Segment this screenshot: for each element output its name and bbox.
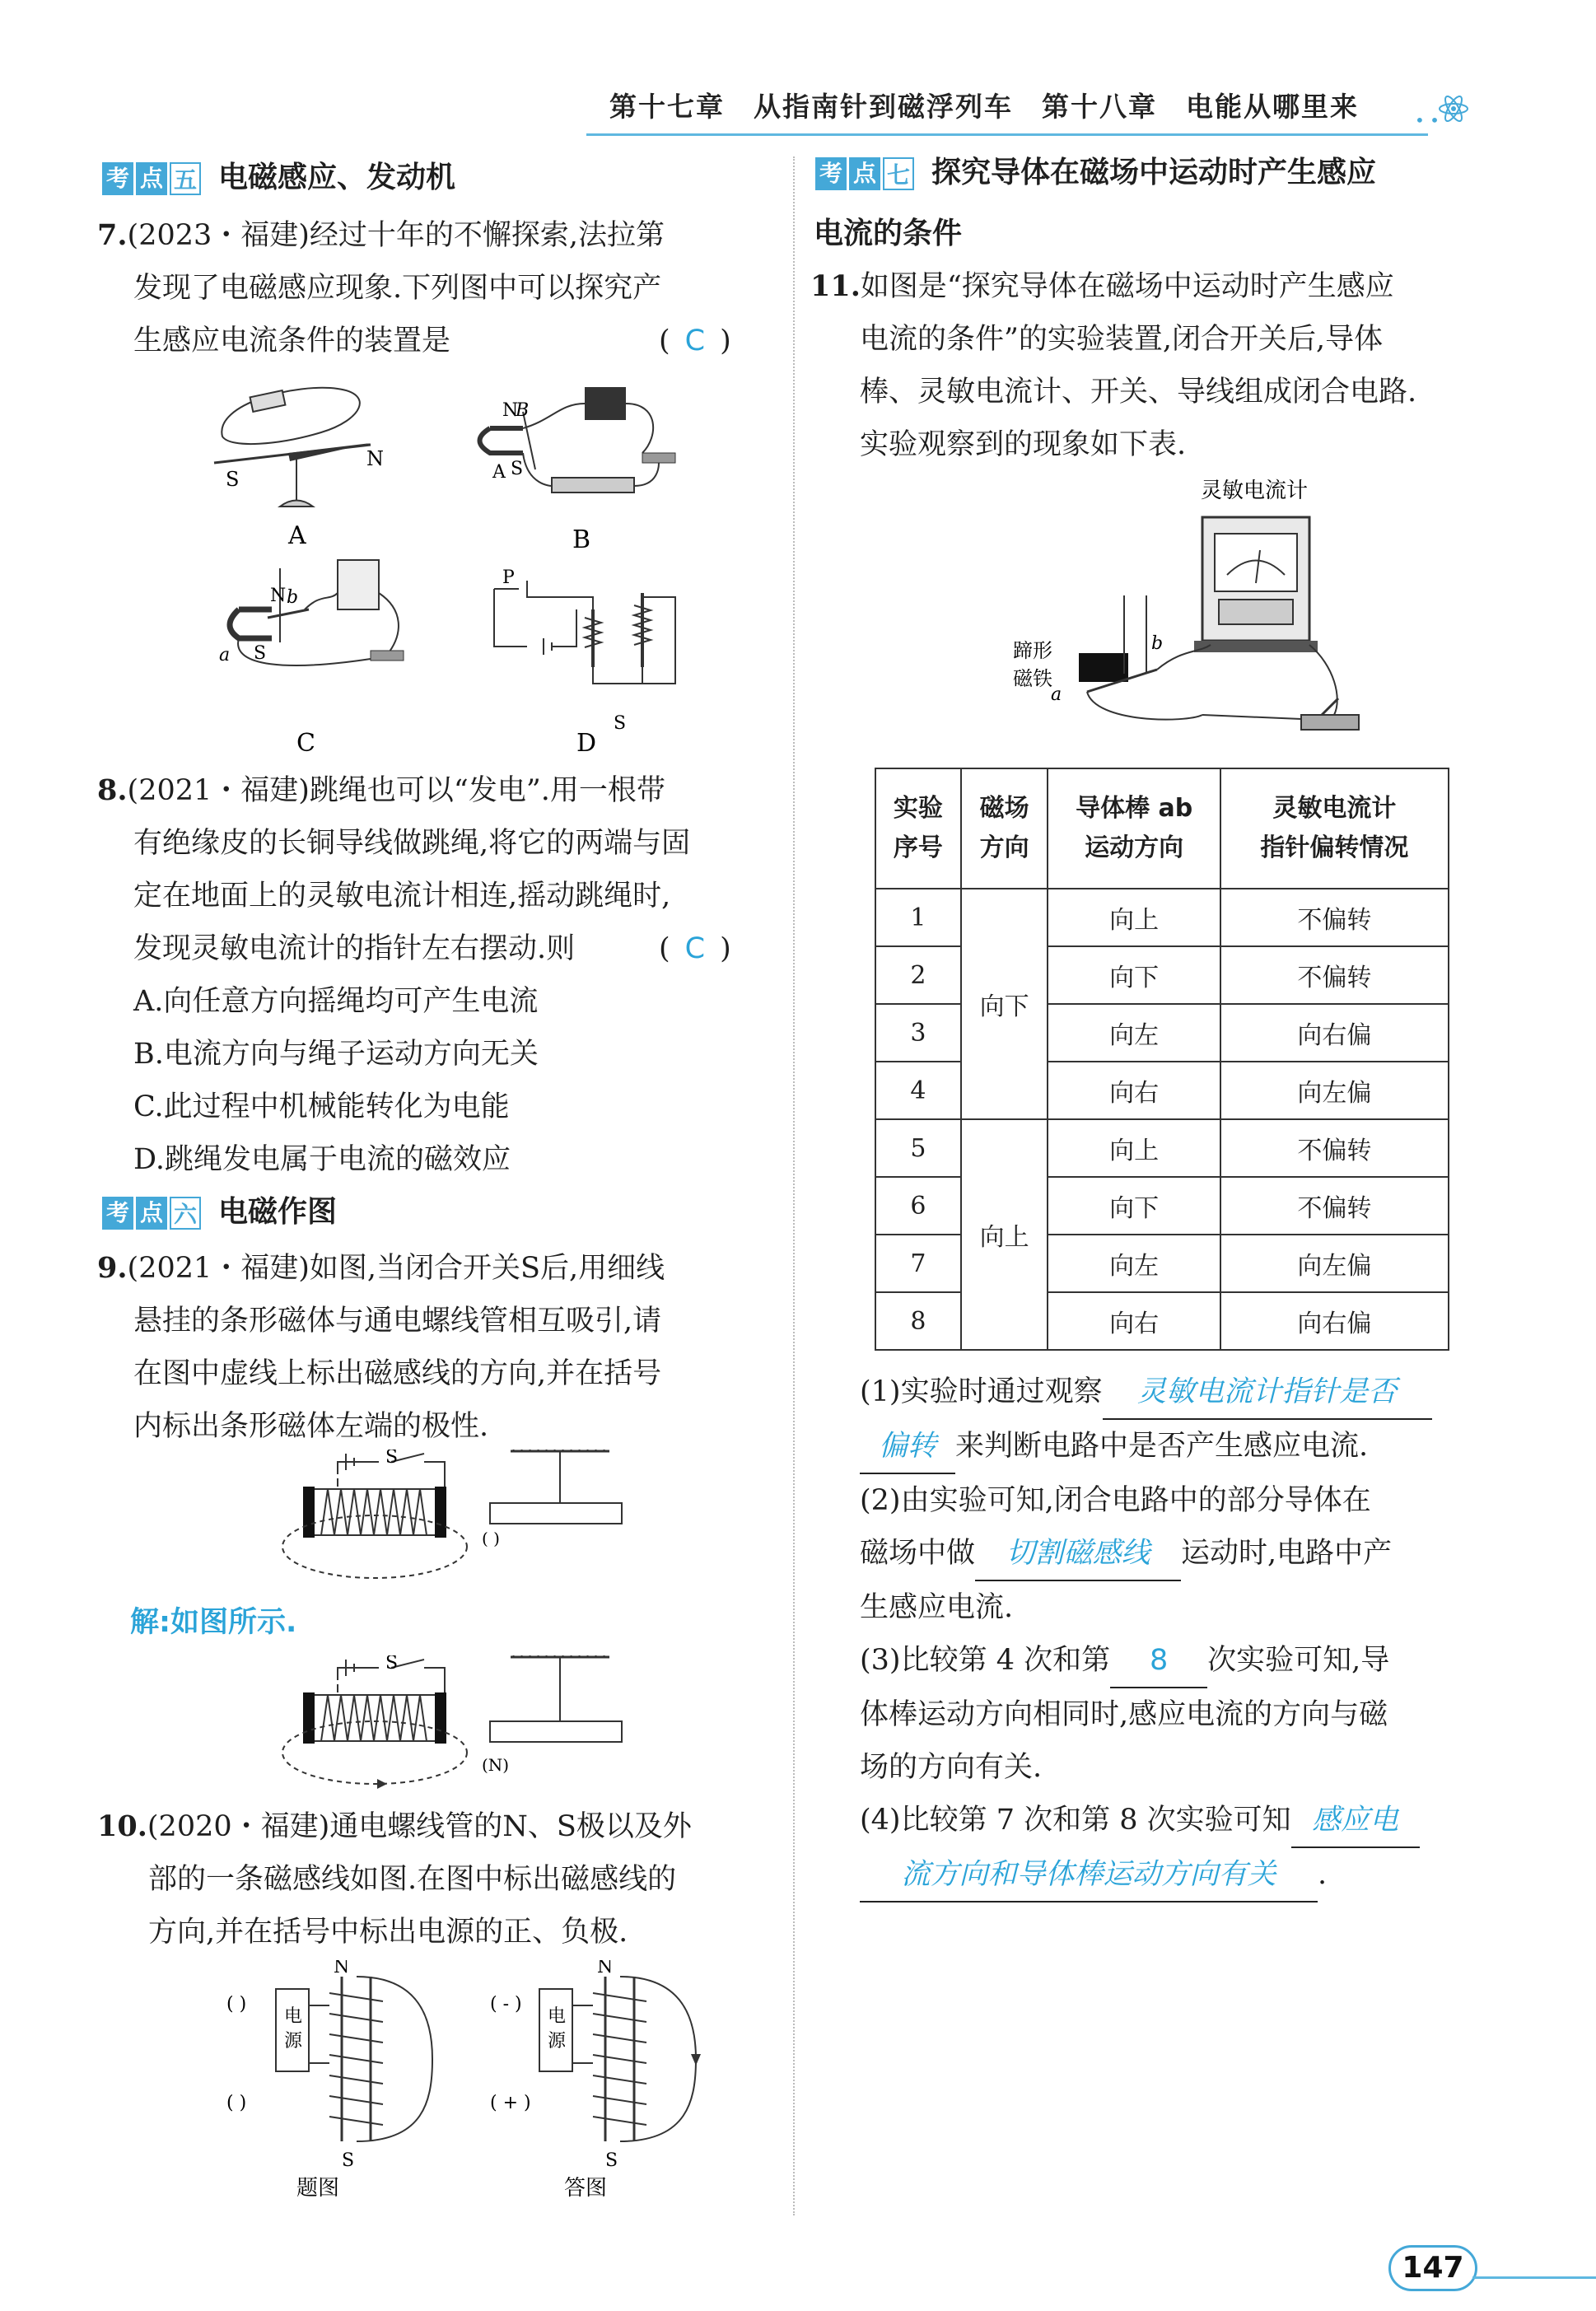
svg-text:B: B: [516, 400, 530, 421]
svg-text:(N): (N): [482, 1755, 510, 1775]
question-number: 7.: [97, 218, 128, 252]
table-row: 1 向下 向上 不偏转: [875, 889, 1449, 946]
caption-c: C: [296, 729, 315, 758]
svg-text:S: S: [385, 1450, 399, 1468]
svg-text:S: S: [342, 2150, 355, 2171]
section-heading-6: [102, 1188, 337, 1237]
field-direction-cell: 向上: [961, 1119, 1048, 1350]
table-row: 5 向上 向上 不偏转: [875, 1119, 1449, 1177]
svg-text:( + ): ( + ): [490, 2093, 531, 2113]
question-text: (2021・福建)如图,当闭合开关S后,用细线: [127, 1252, 665, 1285]
svg-text:电: 电: [548, 2006, 567, 2027]
q9-figure-question: [280, 1450, 634, 1590]
answer-blank: 感应电: [1291, 1794, 1420, 1848]
svg-text:磁铁: 磁铁: [1013, 667, 1052, 690]
caption-a: A: [288, 521, 306, 550]
question-text: 棒、灵敏电流计、开关、导线组成闭合电路.: [860, 376, 1417, 409]
sub-3-line-1: (3)比较第 4 次和第 8 次实验可知,导: [860, 1634, 1432, 1688]
sub-2-line-2: 磁场中做 切割磁感线 运动时,电路中产: [860, 1527, 1432, 1581]
svg-text:b: b: [1151, 633, 1164, 654]
sub-4-line-1: (4)比较第 7 次和第 8 次实验可知 感应电: [860, 1794, 1432, 1848]
question-text: 电流的条件”的实验装置,闭合开关后,导体: [860, 323, 1384, 356]
caption-b: B: [572, 525, 591, 554]
header-rule: [586, 133, 1428, 136]
table-row: 7 向左 向左偏: [875, 1235, 1449, 1292]
svg-text:S: S: [614, 713, 627, 734]
option-d: D.跳绳发电属于电流的磁效应: [133, 1143, 511, 1176]
atom-icon: [1437, 92, 1470, 125]
question-text: 如图是“探究导体在磁场中运动时产生感应: [860, 270, 1394, 303]
question-text: 发现了电磁感应现象.下列图中可以探究产: [133, 272, 662, 305]
sub-3-line-2: 体棒运动方向相同时,感应电流的方向与磁: [860, 1698, 1388, 1731]
svg-text:N: N: [502, 400, 519, 421]
answer: C: [684, 324, 706, 357]
header-dots: • •: [1415, 110, 1440, 130]
sub-4-line-2: 流方向和导体棒运动方向有关 .: [860, 1848, 1432, 1902]
svg-text:b: b: [287, 587, 299, 608]
svg-text:源: 源: [548, 2031, 567, 2052]
section-tag: 考 点 七: [815, 157, 917, 190]
column-divider: [793, 156, 795, 2215]
answer-blank: 8: [1110, 1634, 1207, 1688]
question-8: [97, 764, 690, 1186]
running-header: 第十七章 从指南针到磁浮列车 第十八章 电能从哪里来: [609, 91, 1359, 123]
question-number: 8.: [97, 773, 128, 807]
question-9: [97, 1242, 665, 1453]
q7-figures: [198, 371, 791, 758]
page-number: 147: [1388, 2245, 1477, 2291]
table-row: 4 向右 向左偏: [875, 1062, 1449, 1119]
svg-text:答图: 答图: [564, 2176, 608, 2199]
question-text: 实验观察到的现象如下表.: [860, 428, 1187, 461]
header-cell: 导体棒 ab 运动方向: [1048, 768, 1220, 889]
sub-3-line-3: 场的方向有关.: [860, 1751, 1043, 1784]
question-number: 9.: [97, 1251, 128, 1285]
question-7: [97, 209, 665, 367]
q11-subquestions: [860, 1366, 1432, 1902]
answer-blank: 灵敏电流计指针是否: [1103, 1366, 1432, 1420]
section-title-cont: 电流的条件: [814, 217, 963, 250]
svg-text:( ): ( ): [226, 1994, 247, 2015]
question-10: [97, 1800, 692, 1959]
svg-text:S: S: [605, 2150, 618, 2171]
question-text: 生感应电流条件的装置是: [133, 324, 451, 357]
q11-apparatus-figure: [1005, 476, 1367, 756]
sub-2-line-1: (2)由实验可知,闭合电路中的部分导体在: [860, 1484, 1371, 1517]
svg-text:( - ): ( - ): [490, 1994, 522, 2015]
svg-text:A: A: [492, 462, 506, 483]
svg-text:题图: 题图: [296, 2176, 340, 2199]
svg-text:N: N: [270, 586, 287, 606]
svg-text:( ): ( ): [226, 2093, 247, 2113]
svg-text:电: 电: [284, 2006, 303, 2027]
answer-bracket-7: ( C ): [659, 324, 731, 357]
svg-text:a: a: [1051, 684, 1062, 705]
svg-text:a: a: [219, 645, 231, 665]
svg-text:S: S: [226, 468, 240, 491]
figure-d-electromagnets: [494, 567, 675, 758]
sub-1-line-1: (1)实验时通过观察 灵敏电流计指针是否: [860, 1366, 1432, 1420]
caption-d: D: [576, 729, 597, 758]
question-text: 悬挂的条形磁体与通电螺线管相互吸引,请: [133, 1305, 662, 1338]
figure-c-induction: [219, 560, 404, 758]
question-text: (2021・福建)跳绳也可以“发电”.用一根带: [127, 774, 665, 807]
section-title: 电磁作图: [218, 1195, 338, 1229]
question-11: [810, 260, 1416, 471]
sub-1-line-2: 偏转 来判断电路中是否产生感应电流.: [860, 1420, 1432, 1474]
question-text: (2023・福建)经过十年的不懈探索,法拉第: [127, 219, 665, 252]
answer-bracket-8: ( C ): [659, 932, 731, 965]
question-text: 内标出条形磁体左端的极性.: [133, 1410, 489, 1443]
solution-9: 解:如图所示.: [130, 1606, 297, 1639]
answer-blank: 流方向和导体棒运动方向有关: [860, 1848, 1318, 1902]
answer-blank: 切割磁感线: [975, 1527, 1181, 1581]
header-cell: 磁场 方向: [961, 768, 1048, 889]
question-text: 有绝缘皮的长铜导线做跳绳,将它的两端与固: [133, 827, 691, 860]
section-title: 探究导体在磁场中运动时产生感应: [931, 156, 1377, 189]
section-heading-7: [815, 148, 1376, 198]
option-b: B.电流方向与绳子运动方向无关: [133, 1038, 539, 1071]
answer-blank: 偏转: [860, 1420, 955, 1474]
figure-b-motor: [480, 387, 676, 554]
section-tag: 考 点 六: [102, 1197, 203, 1230]
svg-text:蹄形: 蹄形: [1013, 639, 1052, 662]
svg-text:N: N: [366, 447, 384, 470]
option-c: C.此过程中机械能转化为电能: [133, 1090, 510, 1123]
section-tag: 考 点 五: [102, 162, 203, 195]
svg-text:( ): ( ): [482, 1529, 500, 1548]
svg-text:灵敏电流计: 灵敏电流计: [1201, 479, 1309, 503]
table-header-row: [875, 768, 1449, 889]
svg-text:S: S: [511, 459, 524, 479]
option-a: A.向任意方向摇绳均可产生电流: [133, 985, 539, 1018]
question-text: (2020・福建)通电螺线管的N、S极以及外: [147, 1810, 692, 1843]
question-text: 部的一条磁感线如图.在图中标出磁感线的: [148, 1863, 677, 1896]
sub-2-line-3: 生感应电流.: [860, 1591, 1014, 1624]
table-row: 6 向下 不偏转: [875, 1177, 1449, 1235]
svg-text:P: P: [502, 567, 515, 588]
svg-text:源: 源: [284, 2031, 303, 2052]
question-text: 定在地面上的灵敏电流计相连,摇动跳绳时,: [133, 880, 671, 913]
answer: C: [684, 932, 706, 965]
section-heading-5: [102, 153, 455, 203]
q10-question-figure: [226, 1960, 432, 2199]
section-title: 电磁感应、发动机: [218, 161, 456, 194]
table-row: 8 向右 向右偏: [875, 1292, 1449, 1350]
table-row: 3 向左 向右偏: [875, 1004, 1449, 1062]
q9-figure-answer: [280, 1655, 634, 1795]
svg-text:S: S: [385, 1655, 399, 1674]
field-direction-cell: 向下: [961, 889, 1048, 1119]
table-row: 2 向下 不偏转: [875, 946, 1449, 1004]
experiment-table: [875, 768, 1449, 1351]
question-number: 10.: [97, 1809, 147, 1843]
header-cell: 实验 序号: [875, 768, 961, 889]
question-text: 发现灵敏电流计的指针左右摆动.则: [133, 932, 576, 965]
q10-figures: [210, 1960, 737, 2199]
q10-answer-figure: [490, 1960, 701, 2199]
svg-text:N: N: [334, 1960, 350, 1977]
question-text: 在图中虚线上标出磁感线的方向,并在括号: [133, 1357, 662, 1390]
page-number-rule: [1472, 2276, 1596, 2279]
svg-text:S: S: [254, 643, 267, 664]
question-number: 11.: [810, 269, 861, 303]
figure-a-compass: [214, 388, 384, 550]
header-cell: 灵敏电流计 指针偏转情况: [1220, 768, 1449, 889]
question-text: 方向,并在括号中标出电源的正、负极.: [148, 1916, 628, 1949]
svg-text:N: N: [597, 1960, 614, 1977]
